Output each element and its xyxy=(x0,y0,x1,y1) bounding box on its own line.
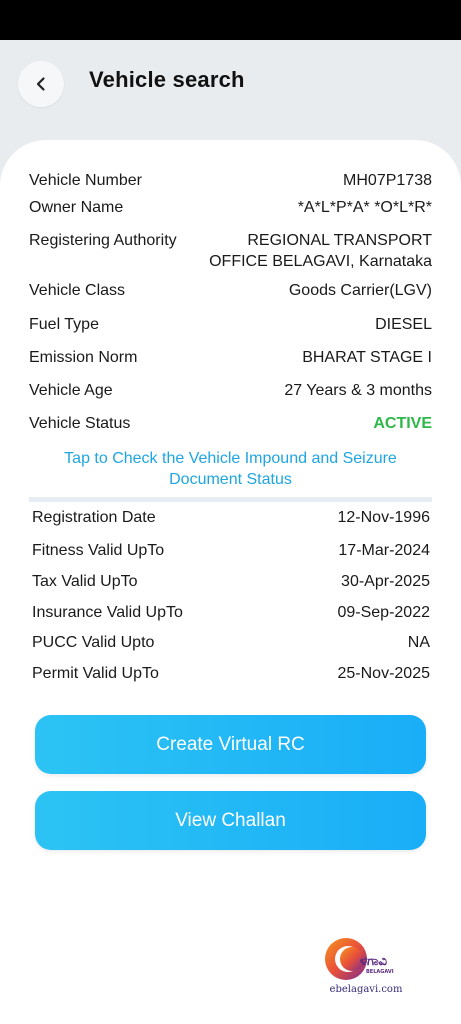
svg-text:BELAGAVI: BELAGAVI xyxy=(366,969,394,975)
detail-label: Vehicle Status xyxy=(29,415,131,432)
back-button[interactable] xyxy=(18,61,64,107)
svg-text:ಳಗಾವಿ: ಳಗಾವಿ xyxy=(360,954,388,969)
validity-label: Registration Date xyxy=(32,509,156,526)
validity-label: Permit Valid UpTo xyxy=(32,665,159,682)
view-challan-button[interactable]: View Challan xyxy=(35,791,426,850)
validity-row-registration-date xyxy=(32,507,430,528)
watermark-site: ebelagavi.com xyxy=(329,984,403,995)
detail-value: *A*L*P*A* *O*L*R* xyxy=(297,199,432,216)
validity-row-tax xyxy=(32,571,430,592)
validity-label: PUCC Valid Upto xyxy=(32,634,155,651)
detail-row-fuel-type xyxy=(29,314,432,335)
detail-label: Vehicle Age xyxy=(29,382,113,399)
header xyxy=(0,40,461,140)
impound-status-link[interactable]: Tap to Check the Vehicle Impound and Seizure Document Status xyxy=(64,450,397,488)
detail-row-vehicle-status xyxy=(29,413,432,434)
detail-label: Vehicle Class xyxy=(29,282,126,299)
chevron-left-icon xyxy=(32,75,50,93)
validity-value: NA xyxy=(407,634,430,651)
detail-row-emission-norm xyxy=(29,347,432,368)
page-title: Vehicle search xyxy=(89,67,245,92)
detail-value: BHARAT STAGE I xyxy=(302,349,432,366)
validity-label: Fitness Valid UpTo xyxy=(32,542,165,559)
detail-row-vehicle-age xyxy=(29,380,432,401)
detail-label: Registering Authority xyxy=(29,232,177,249)
detail-row-vehicle-class xyxy=(29,280,432,301)
validity-label: Tax Valid UpTo xyxy=(32,573,138,590)
detail-row-owner-name xyxy=(29,197,432,218)
validity-value: 12-Nov-1996 xyxy=(337,509,430,526)
detail-label: Emission Norm xyxy=(29,349,138,366)
validity-value: 30-Apr-2025 xyxy=(341,573,430,590)
detail-value: DIESEL xyxy=(375,316,432,333)
validity-value: 17-Mar-2024 xyxy=(338,542,430,559)
detail-label: Owner Name xyxy=(29,199,124,216)
divider xyxy=(29,497,432,502)
vehicle-details-card xyxy=(0,140,461,1024)
validity-value: 09-Sep-2022 xyxy=(337,604,430,621)
detail-value: MH07P1738 xyxy=(343,172,432,189)
detail-value: REGIONAL TRANSPORT OFFICE BELAGAVI, Karnataka xyxy=(209,232,432,270)
detail-row-registering-authority xyxy=(29,230,432,272)
detail-label: Vehicle Number xyxy=(29,172,142,189)
create-virtual-rc-button[interactable]: Create Virtual RC xyxy=(35,715,426,774)
validity-row-fitness xyxy=(32,540,430,561)
detail-label: Fuel Type xyxy=(29,316,99,333)
validity-label: Insurance Valid UpTo xyxy=(32,604,183,621)
validity-row-permit xyxy=(32,663,430,684)
detail-value: Goods Carrier(LGV) xyxy=(288,282,432,299)
status-bar xyxy=(0,0,461,40)
validity-row-pucc xyxy=(32,632,430,653)
detail-row-vehicle-number xyxy=(29,170,432,191)
detail-value: 27 Years & 3 months xyxy=(284,382,432,399)
status-badge: ACTIVE xyxy=(373,415,432,432)
validity-row-insurance xyxy=(32,602,430,623)
validity-value: 25-Nov-2025 xyxy=(337,665,430,682)
